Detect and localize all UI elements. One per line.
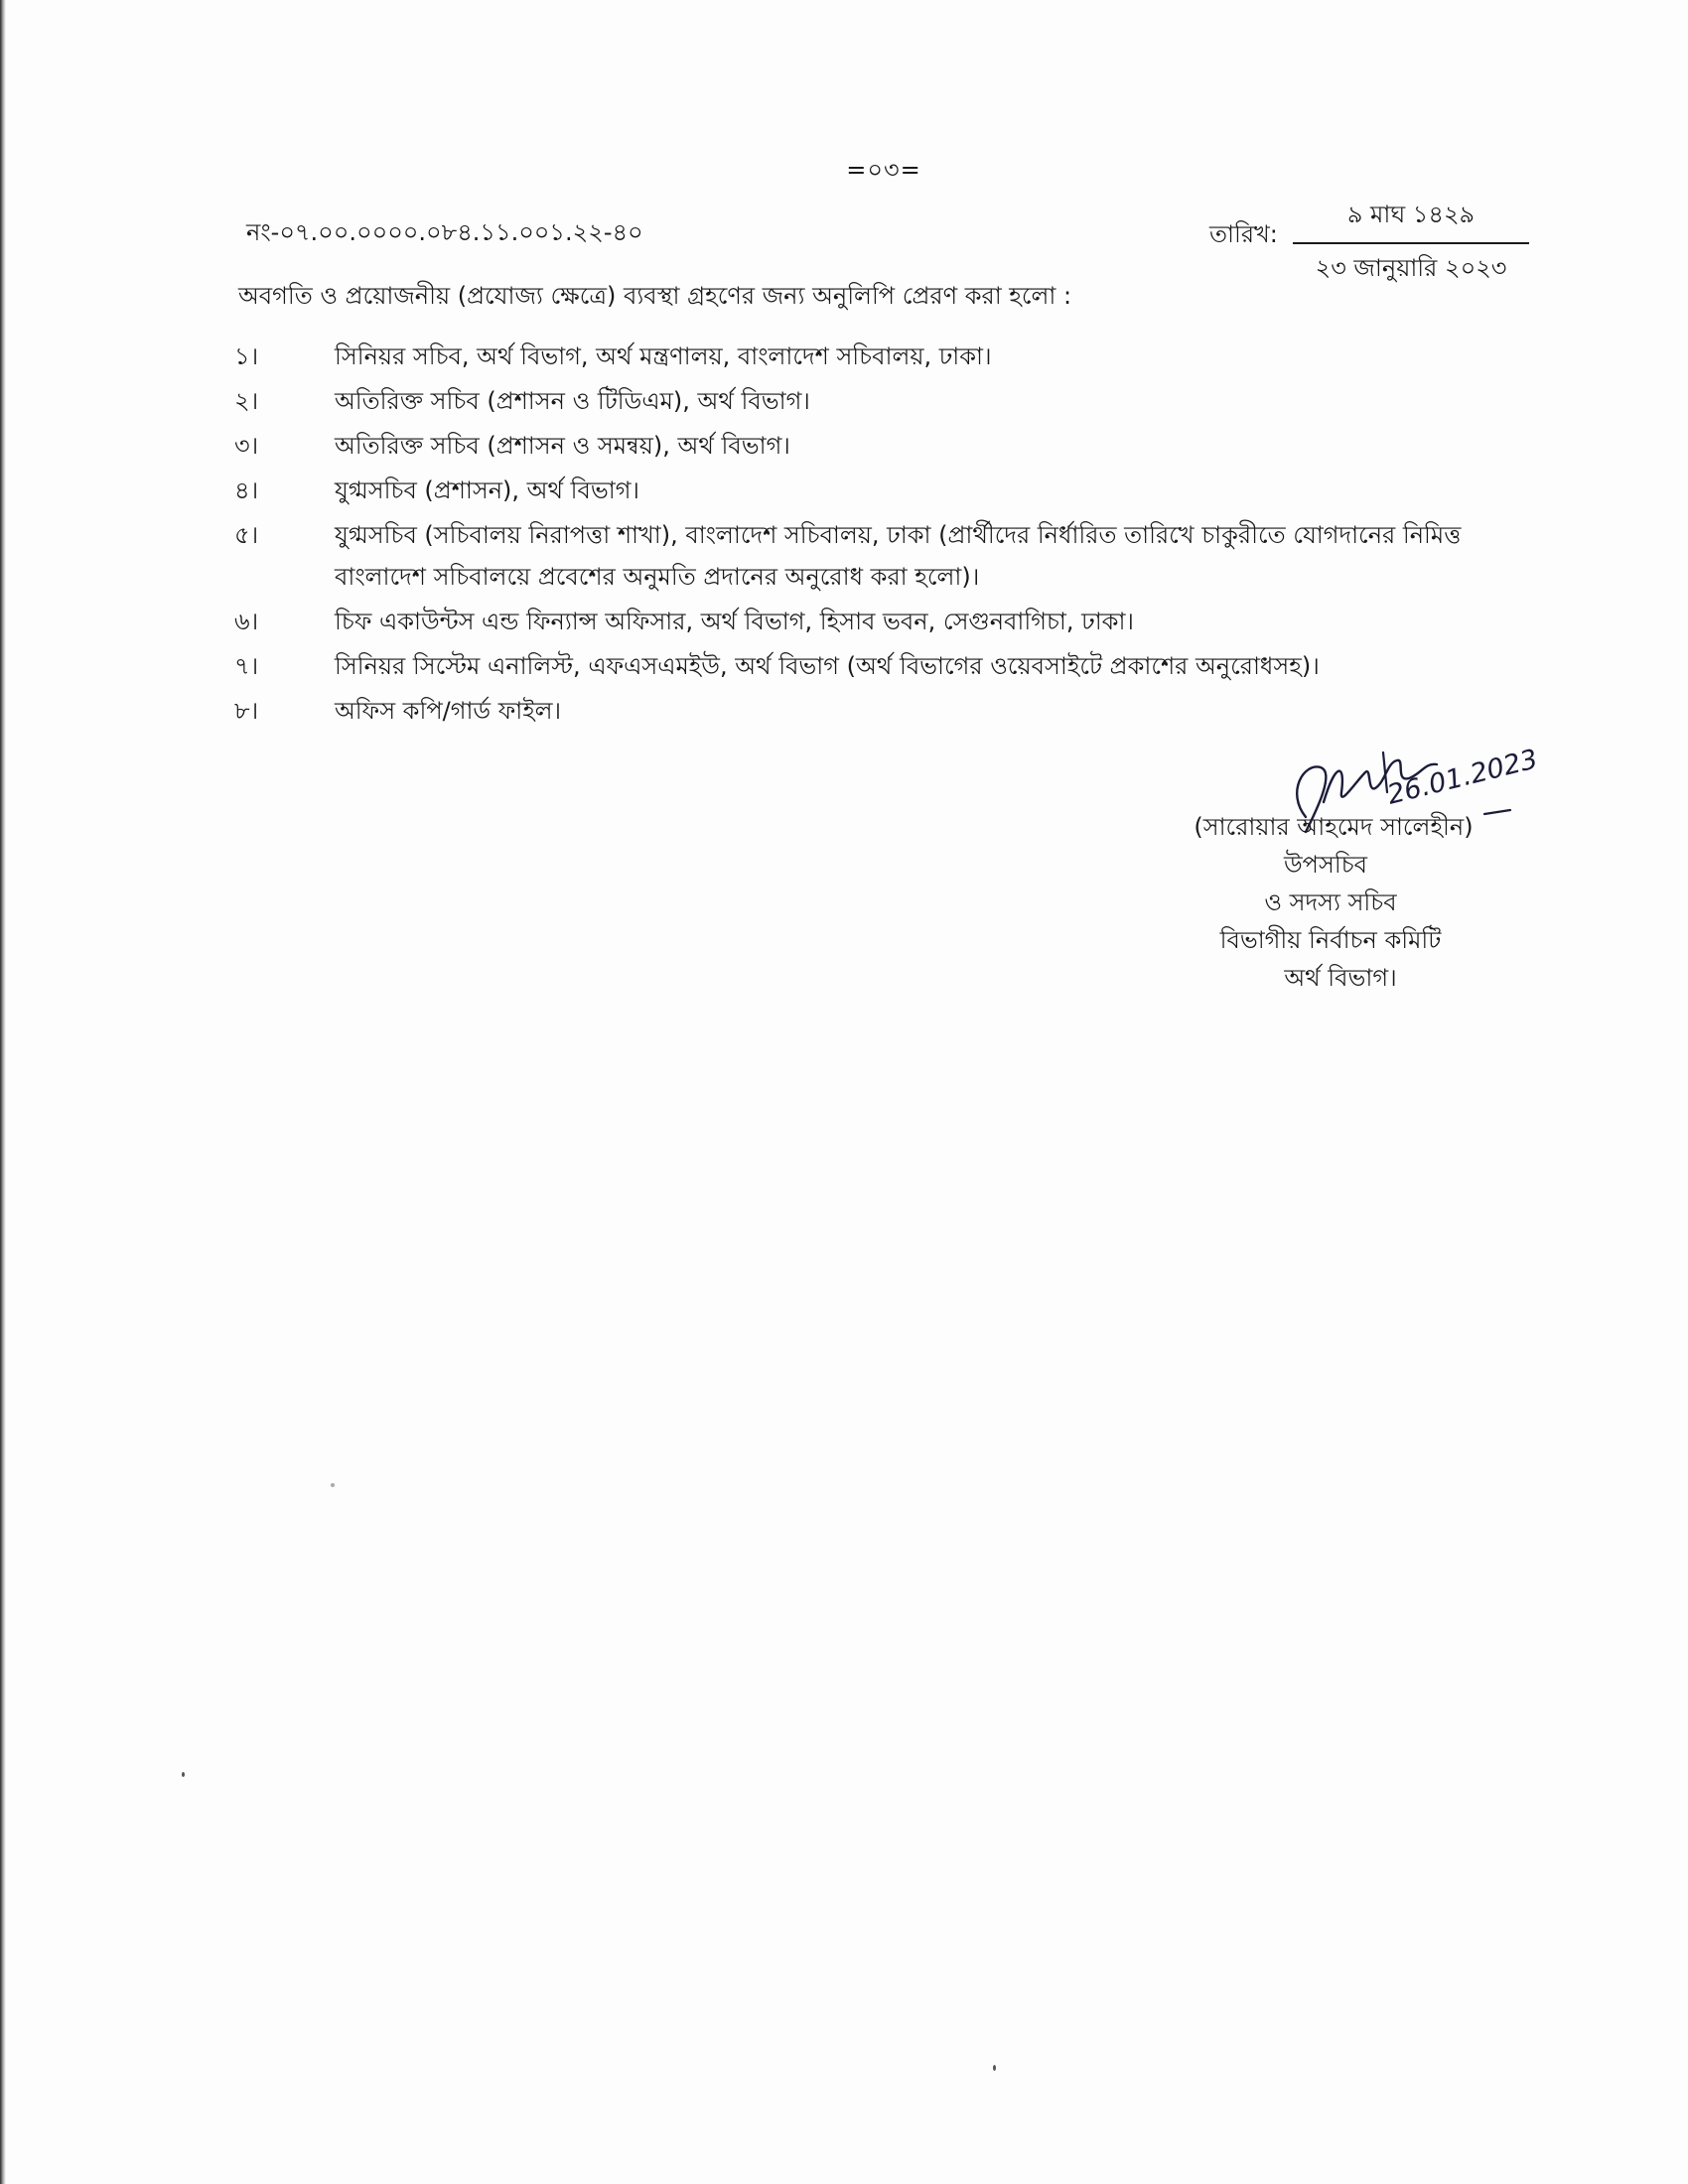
date-label: তারিখ: (1209, 220, 1278, 248)
list-item (234, 380, 1485, 422)
list-item-number: ৮। (234, 697, 259, 725)
date-block (1293, 197, 1529, 290)
list-item-number: ৫। (234, 521, 259, 549)
distribution-intro: অবগতি ও প্রয়োজনীয় (প্রযোজ্য ক্ষেত্রে) ব্যবস্থা গ্রহণের জন্য অনুলিপি প্রেরণ করা হলো : (238, 282, 1072, 310)
scan-edge (0, 0, 6, 2184)
scan-speck (331, 1483, 335, 1487)
list-item (234, 425, 1485, 467)
scan-speck (182, 1772, 185, 1777)
list-item (234, 645, 1485, 687)
scan-speck (993, 2065, 996, 2071)
list-item-text: সিনিয়র সিস্টেম এনালিস্ট, এফএসএমইউ, অর্থ বিভাগ (অর্থ বিভাগের ওয়েবসাইটে প্রকাশের অনুরোধসহ)। (335, 652, 1320, 680)
list-item-number: ১। (234, 342, 259, 370)
list-item-text: অফিস কপি/গার্ড ফাইল। (335, 697, 562, 725)
signatory-committee: বিভাগীয় নির্বাচন কমিটি (1219, 926, 1442, 954)
copy-recipient-list (234, 336, 1485, 735)
signatory-name: (সারোয়ার আহমেদ সালেহীন) (1194, 813, 1474, 841)
list-item-number: ৩। (234, 432, 259, 460)
list-item (234, 470, 1485, 511)
list-item-number: ৬। (234, 608, 259, 635)
signatory-designation: উপসচিব (1283, 851, 1368, 879)
date-bengali: ৯ মাঘ ১৪২৯ (1293, 197, 1529, 244)
list-item-text: অতিরিক্ত সচিব (প্রশাসন ও টিডিএম), অর্থ বিভাগ। (335, 387, 810, 415)
signatory-office: অর্থ বিভাগ। (1284, 964, 1397, 992)
list-item-text: সিনিয়র সচিব, অর্থ বিভাগ, অর্থ মন্ত্রণালয়, বাংলাদেশ সচিবালয়, ঢাকা। (335, 342, 992, 370)
list-item-text: চিফ একাউন্টস এন্ড ফিন্যান্স অফিসার, অর্থ বিভাগ, হিসাব ভবন, সেগুনবাগিচা, ঢাকা। (335, 608, 1134, 635)
list-item-number: ৭। (234, 652, 259, 680)
memo-number: নং-০৭.০০.০০০০.০৮৪.১১.০০১.২২-৪০ (246, 218, 643, 246)
list-item-text: যুগ্মসচিব (প্রশাসন), অর্থ বিভাগ। (335, 477, 640, 504)
page-number: =০৩= (846, 156, 921, 184)
list-item (234, 336, 1485, 377)
list-item-text: অতিরিক্ত সচিব (প্রশাসন ও সমন্বয়), অর্থ বিভাগ। (335, 432, 790, 460)
signature-date: 26.01.2023 (1384, 744, 1541, 811)
date-english: ২৩ জানুয়ারি ২০২৩ (1315, 254, 1507, 282)
list-item-text: যুগ্মসচিব (সচিবালয় নিরাপত্তা শাখা), বাংলাদেশ সচিবালয়, ঢাকা (প্রার্থীদের নির্ধারিত তারিখে চাকুরীতে যোগদানের নিমিত্ত বাংলাদেশ সচিবালয়ে প্রবেশের অনুমতি প্রদানের অনুরোধ করা হলো)। (335, 521, 1462, 591)
list-item (234, 601, 1485, 642)
signatory-role: ও সদস্য সচিব (1264, 888, 1397, 916)
list-item (234, 514, 1485, 598)
list-item-number: ২। (234, 387, 259, 415)
signatory-block (1152, 808, 1509, 997)
list-item-number: ৪। (234, 477, 259, 504)
